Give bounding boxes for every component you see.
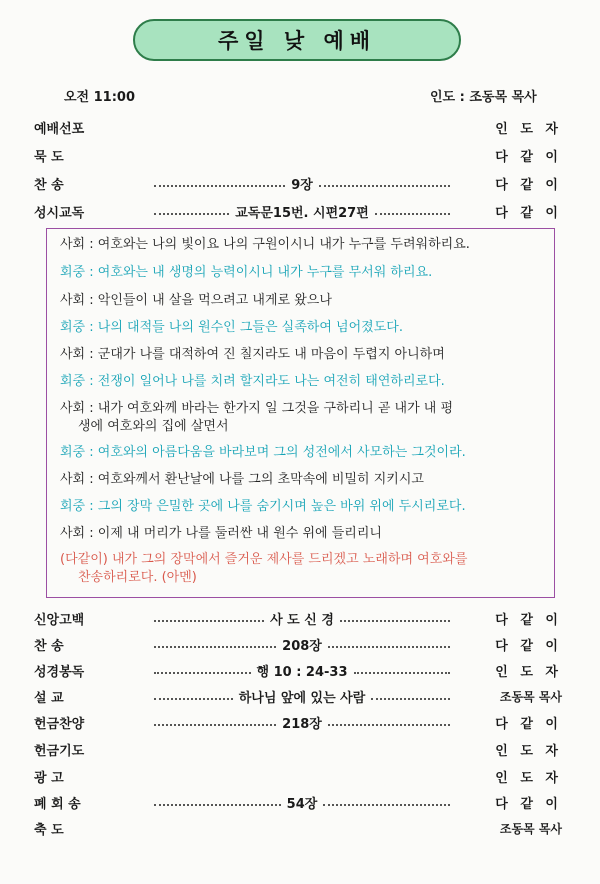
order-leader: 다 같 이 xyxy=(495,205,562,221)
order-row xyxy=(34,116,562,138)
order-content: 교독문15번. 시편27편 xyxy=(235,205,369,221)
reading-line-people: 회중 : 그의 장막 은밀한 곳에 나를 숨기시며 높은 바위 위에 두시리로다. xyxy=(60,499,466,514)
order-label: 설 교 xyxy=(34,690,64,706)
order-leader: 인 도 자 xyxy=(495,770,562,786)
dotted-leader xyxy=(154,724,276,726)
dotted-leader xyxy=(340,620,450,622)
reading-line-minister: 사회 : 악인들이 내 살을 먹으려고 내게로 왔으나 xyxy=(60,293,332,308)
order-label: 헌금기도 xyxy=(34,743,85,759)
page-title: 주일 낮 예배 xyxy=(133,19,461,61)
order-leader: 인 도 자 xyxy=(495,121,562,137)
order-row xyxy=(34,633,562,655)
order-row xyxy=(34,738,562,760)
dotted-leader xyxy=(371,698,450,700)
order-row xyxy=(34,711,562,733)
order-label: 축 도 xyxy=(34,822,64,838)
order-label: 찬 송 xyxy=(34,177,64,193)
dotted-leader xyxy=(154,213,229,215)
dotted-leader xyxy=(319,185,450,187)
order-row xyxy=(34,144,562,166)
dotted-leader xyxy=(154,185,285,187)
service-time: 오전 11:00 xyxy=(64,90,136,105)
order-row xyxy=(34,200,562,222)
dotted-leader xyxy=(154,698,233,700)
reading-line-minister: 사회 : 군대가 나를 대적하여 진 칠지라도 내 마음이 두렵지 아니하며 xyxy=(60,347,445,362)
reading-line-people: 회중 : 여호와의 아름다움을 바라보며 그의 성전에서 사모하는 그것이라. xyxy=(60,445,466,460)
order-leader: 다 같 이 xyxy=(495,716,562,732)
order-leader: 조동목 목사 xyxy=(499,821,562,836)
reading-line-minister: 사회 : 여호와는 나의 빛이요 나의 구원이시니 내가 누구를 두려워하리요. xyxy=(60,237,470,252)
service-leader-info: 인도 : 조동목 목사 xyxy=(430,90,537,105)
order-label: 성시교독 xyxy=(34,205,85,221)
reading-line-people: 회중 : 여호와는 내 생명의 능력이시니 내가 누구를 무서워 하리요. xyxy=(60,265,433,280)
order-row xyxy=(34,607,562,629)
order-label: 예배선포 xyxy=(34,121,85,137)
order-row xyxy=(34,659,562,681)
order-row xyxy=(34,791,562,813)
order-leader: 다 같 이 xyxy=(495,149,562,165)
order-row xyxy=(34,172,562,194)
order-content: 54장 xyxy=(286,796,318,812)
order-label: 성경봉독 xyxy=(34,664,85,680)
reading-line-minister-cont: 생에 여호와의 집에 살면서 xyxy=(78,419,229,434)
order-content: 218장 xyxy=(282,716,322,732)
order-leader: 다 같 이 xyxy=(495,177,562,193)
dotted-leader xyxy=(323,804,450,806)
reading-line-together-cont: 찬송하리로다. (아멘) xyxy=(78,570,197,585)
order-content: 행 10 : 24-33 xyxy=(256,664,348,680)
order-leader: 다 같 이 xyxy=(495,612,562,628)
order-leader: 인 도 자 xyxy=(495,743,562,759)
order-leader: 인 도 자 xyxy=(495,664,562,680)
dotted-leader xyxy=(154,672,251,674)
order-content: 하나님 앞에 있는 사람 xyxy=(238,690,366,706)
order-leader: 다 같 이 xyxy=(495,796,562,812)
dotted-leader xyxy=(328,646,450,648)
order-leader: 조동목 목사 xyxy=(499,689,562,704)
order-row xyxy=(34,765,562,787)
dotted-leader xyxy=(154,804,281,806)
order-label: 폐 회 송 xyxy=(34,796,81,812)
dotted-leader xyxy=(354,672,451,674)
dotted-leader xyxy=(154,646,276,648)
reading-line-together: (다같이) 내가 그의 장막에서 즐거운 제사를 드리겠고 노래하며 여호와를 xyxy=(60,552,468,567)
order-label: 헌금찬양 xyxy=(34,716,85,732)
reading-line-minister: 사회 : 내가 여호와께 바라는 한가지 일 그것을 구하리니 곧 내가 내 평 xyxy=(60,401,454,416)
order-row xyxy=(34,685,562,707)
order-label: 광 고 xyxy=(34,770,64,786)
order-label: 묵 도 xyxy=(34,149,64,165)
reading-line-people: 회중 : 전쟁이 일어나 나를 치려 할지라도 나는 여전히 태연하리로다. xyxy=(60,374,445,389)
reading-line-people: 회중 : 나의 대적들 나의 원수인 그들은 실족하여 넘어졌도다. xyxy=(60,320,403,335)
order-label: 신앙고백 xyxy=(34,612,85,628)
dotted-leader xyxy=(154,620,264,622)
dotted-leader xyxy=(375,213,450,215)
order-content: 사 도 신 경 xyxy=(270,612,334,628)
order-row xyxy=(34,817,562,839)
reading-line-minister: 사회 : 이제 내 머리가 나를 둘러싼 내 원수 위에 들리리니 xyxy=(60,526,382,541)
order-content: 9장 xyxy=(291,177,313,193)
order-label: 찬 송 xyxy=(34,638,64,654)
dotted-leader xyxy=(328,724,450,726)
order-leader: 다 같 이 xyxy=(495,638,562,654)
reading-line-minister: 사회 : 여호와께서 환난날에 나를 그의 초막속에 비밀히 지키시고 xyxy=(60,472,424,487)
order-content: 208장 xyxy=(282,638,322,654)
